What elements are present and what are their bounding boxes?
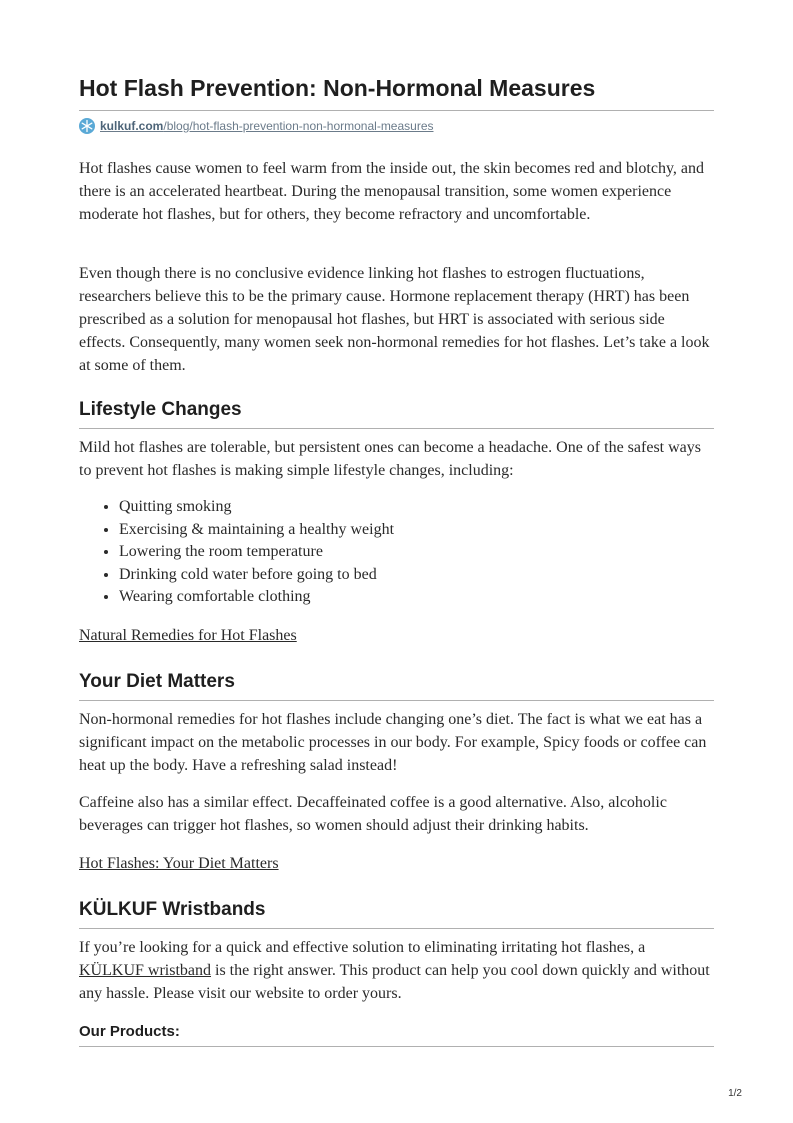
diet-link-paragraph [79,852,714,875]
heading-kulkuf-wristbands: KÜLKUF Wristbands [79,899,266,920]
heading-our-products: Our Products: [79,1023,180,1040]
wristbands-text-before: If you’re looking for a quick and effective solution to eliminating irritating hot flashes, a [79,939,646,956]
section-divider [79,928,714,929]
list-item: • Exercising & maintaining a healthy weight [119,519,714,542]
list-item: • Wearing comfortable clothing [119,586,714,609]
lifestyle-list [79,496,714,609]
page-number: 1/2 [728,1088,742,1099]
source-path: /blog/hot-flash-prevention-non-hormonal-measures [163,119,434,133]
wristbands-text-after: is the right answer. This product can help you cool down quickly and without any hassle. Please visit our website to order yours. [79,962,710,1002]
diet-paragraph-2: Caffeine also has a similar effect. Decaffeinated coffee is a good alternative. Also, alcoholic beverages can trigger hot flashes, so women should adjust their drinking habits. [79,794,667,834]
list-item: • Quitting smoking [119,496,714,519]
source-domain: kulkuf.com [100,119,164,133]
kulkuf-wristband-link[interactable]: KÜLKUF wristband [79,962,211,979]
source-link[interactable] [100,119,434,133]
heading-your-diet-matters: Your Diet Matters [79,671,235,692]
section-divider [79,428,714,429]
intro-paragraph-1: Hot flashes cause women to feel warm from the inside out, the skin becomes red and blotchy, and there is an accelerated heartbeat. During the menopausal transition, some women experience moderate hot flashes, but for others, they become refractory and uncomfortable. [79,160,705,223]
heading-lifestyle-changes: Lifestyle Changes [79,399,242,420]
natural-remedies-paragraph [79,624,714,647]
title-divider [79,110,714,111]
section-divider [79,700,714,701]
list-item: • Drinking cold water before going to bed [119,564,714,587]
lifestyle-paragraph: Mild hot flashes are tolerable, but persistent ones can become a headache. One of the safest ways to prevent hot flashes is making simple lifestyle changes, including: [79,439,701,479]
intro-paragraph-2: Even though there is no conclusive evidence linking hot flashes to estrogen fluctuations, researchers believe this to be the primary cause. Hormone replacement therapy (HRT) has been prescribed as a solution for menopausal hot flashes, but HRT is associated with serious side effects. Consequently, many women seek non-hormonal remedies for hot flashes. Let’s take a look at some of them. [79,265,710,374]
page-title: Hot Flash Prevention: Non-Hormonal Measures [79,75,596,101]
natural-remedies-link[interactable]: Natural Remedies for Hot Flashes [79,627,297,644]
list-item: • Lowering the room temperature [119,541,714,564]
source-line [79,116,434,136]
diet-paragraph-1: Non-hormonal remedies for hot flashes include changing one’s diet. The fact is what we eat has a significant impact on the metabolic processes in our body. For example, Spicy foods or coffee can heat up the body. Have a refreshing salad instead! [79,711,707,774]
diet-matters-link[interactable]: Hot Flashes: Your Diet Matters [79,855,279,872]
section-divider [79,1046,714,1047]
wristbands-paragraph [79,936,714,1005]
snowflake-icon [79,118,95,134]
